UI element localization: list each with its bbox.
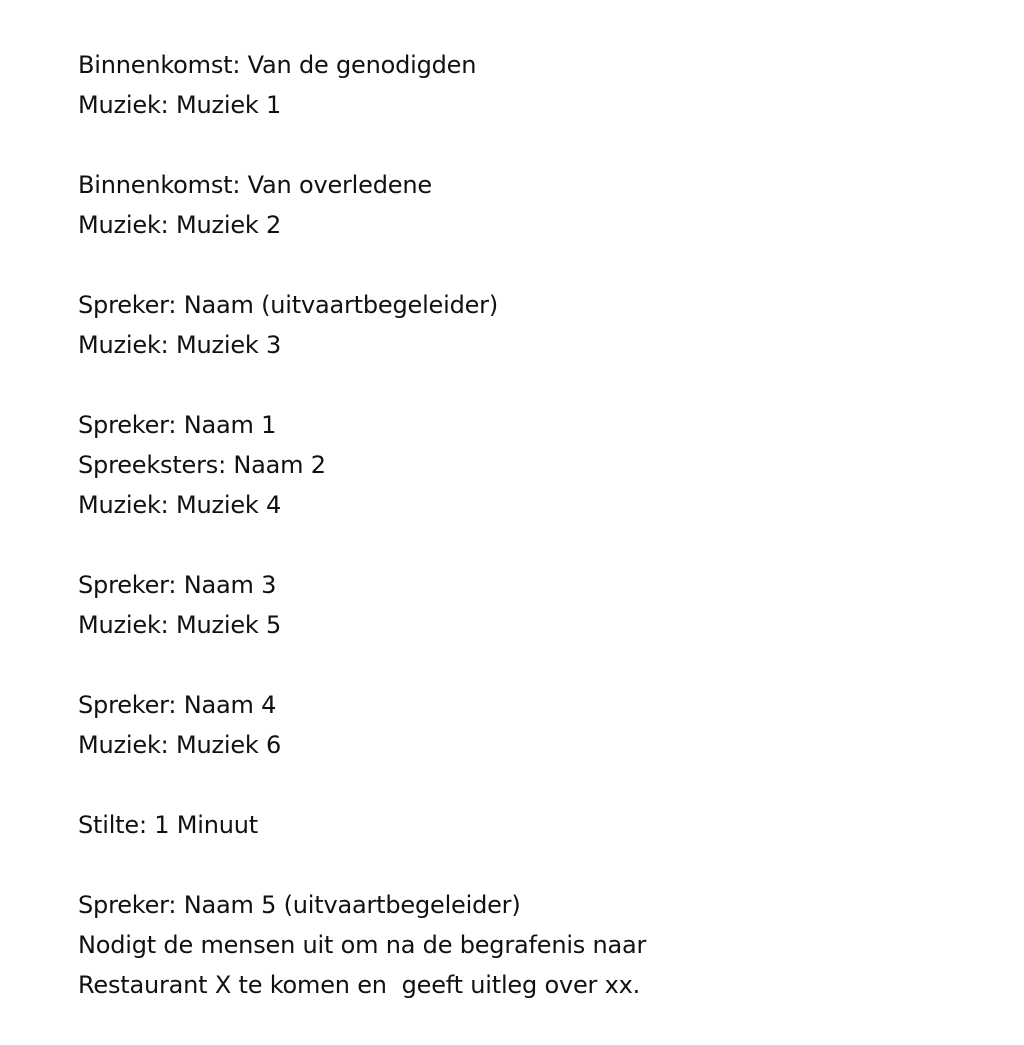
program-line: Muziek: Muziek 1	[78, 91, 282, 119]
program-item-1	[78, 45, 978, 125]
program-line: Stilte: 1 Minuut	[78, 811, 258, 839]
program-line: Spreker: Naam 5 (uitvaartbegeleider)	[78, 891, 521, 919]
program-line: Binnenkomst: Van de genodigden	[78, 51, 477, 79]
program-item-6	[78, 685, 978, 765]
program-item-8	[78, 885, 978, 1005]
program-document	[78, 45, 978, 1045]
program-item-7	[78, 805, 978, 845]
program-line: Restaurant X te komen en geeft uitleg over xx.	[78, 971, 641, 999]
program-line: Spreker: Naam (uitvaartbegeleider)	[78, 291, 498, 319]
program-line: Muziek: Muziek 5	[78, 611, 282, 639]
program-line: Nodigt de mensen uit om na de begrafenis naar	[78, 931, 647, 959]
program-item-2	[78, 165, 978, 245]
program-line: Spreker: Naam 1	[78, 411, 277, 439]
program-line: Spreker: Naam 3	[78, 571, 277, 599]
program-line: Muziek: Muziek 6	[78, 731, 282, 759]
program-item-4	[78, 405, 978, 525]
program-line: Muziek: Muziek 3	[78, 331, 282, 359]
program-item-5	[78, 565, 978, 645]
program-line: Muziek: Muziek 2	[78, 211, 282, 239]
program-line: Binnenkomst: Van overledene	[78, 171, 432, 199]
program-line: Spreeksters: Naam 2	[78, 451, 326, 479]
program-line: Spreker: Naam 4	[78, 691, 277, 719]
program-line: Muziek: Muziek 4	[78, 491, 282, 519]
program-item-3	[78, 285, 978, 365]
